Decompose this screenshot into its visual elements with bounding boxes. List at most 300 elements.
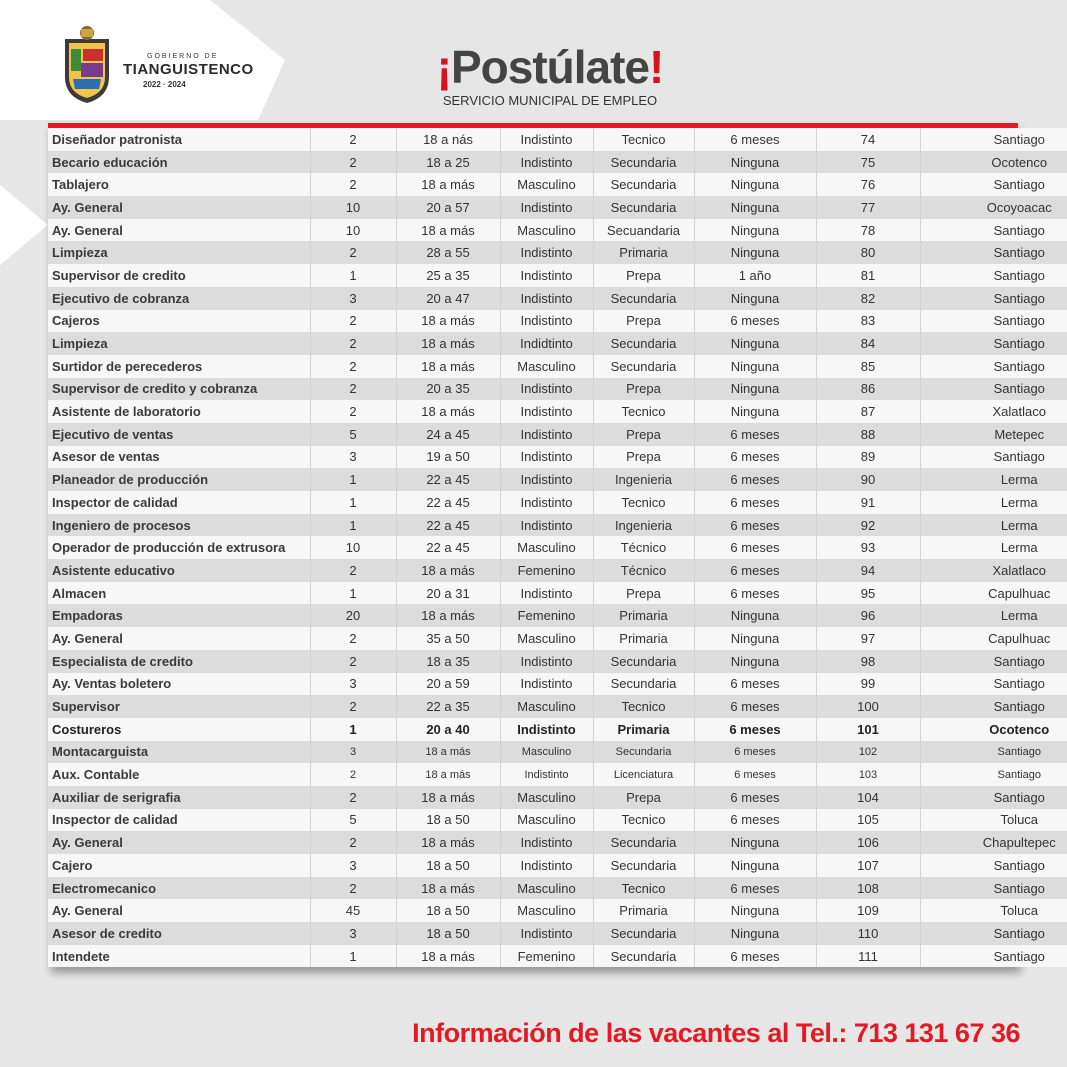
- vacancy-number-cell: 104: [816, 786, 920, 809]
- age-range-cell: 22 a 45: [396, 536, 500, 559]
- municipality-name: TIANGUISTENCO: [123, 61, 254, 78]
- experience-cell: 6 meses: [694, 582, 816, 605]
- gender-cell: Indistinto: [500, 718, 593, 741]
- job-title-cell: Auxiliar de serigrafia: [48, 786, 310, 809]
- experience-cell: Ninguna: [694, 287, 816, 310]
- age-range-cell: 22 a 35: [396, 695, 500, 718]
- vacancies-table-container: [48, 123, 1056, 967]
- age-range-cell: 20 a 47: [396, 287, 500, 310]
- table-row: [48, 604, 1067, 627]
- job-title-cell: Supervisor de credito: [48, 264, 310, 287]
- location-cell: Santiago: [920, 378, 1067, 401]
- age-range-cell: 20 a 40: [396, 718, 500, 741]
- gender-cell: Masculino: [500, 899, 593, 922]
- side-decoration: [0, 185, 48, 265]
- job-title-cell: Supervisor: [48, 695, 310, 718]
- location-cell: Lerma: [920, 491, 1067, 514]
- government-label: GOBIERNO DE: [147, 53, 219, 60]
- openings-cell: 2: [310, 173, 396, 196]
- vacancy-number-cell: 96: [816, 604, 920, 627]
- vacancy-number-cell: 110: [816, 922, 920, 945]
- location-cell: Lerma: [920, 514, 1067, 537]
- age-range-cell: 18 a más: [396, 877, 500, 900]
- job-title-cell: Ay. General: [48, 831, 310, 854]
- table-row: [48, 899, 1067, 922]
- gender-cell: Masculino: [500, 355, 593, 378]
- openings-cell: 2: [310, 355, 396, 378]
- openings-cell: 20: [310, 604, 396, 627]
- location-cell: Santiago: [920, 650, 1067, 673]
- openings-cell: 3: [310, 741, 396, 764]
- experience-cell: Ninguna: [694, 332, 816, 355]
- education-cell: Tecnico: [593, 400, 694, 423]
- location-cell: Santiago: [920, 741, 1067, 764]
- table-row: [48, 945, 1067, 968]
- education-cell: Prepa: [593, 786, 694, 809]
- openings-cell: 5: [310, 809, 396, 832]
- vacancy-number-cell: 102: [816, 741, 920, 764]
- age-range-cell: 25 a 35: [396, 264, 500, 287]
- gender-cell: Masculino: [500, 877, 593, 900]
- vacancy-number-cell: 81: [816, 264, 920, 287]
- gender-cell: Indistinto: [500, 446, 593, 469]
- age-range-cell: 18 a más: [396, 173, 500, 196]
- vacancy-number-cell: 89: [816, 446, 920, 469]
- education-cell: Técnico: [593, 559, 694, 582]
- gender-cell: Masculino: [500, 173, 593, 196]
- table-row: [48, 831, 1067, 854]
- job-title-cell: Ay. General: [48, 196, 310, 219]
- vacancy-number-cell: 93: [816, 536, 920, 559]
- education-cell: Primaria: [593, 241, 694, 264]
- location-cell: Santiago: [920, 287, 1067, 310]
- education-cell: Secundaria: [593, 287, 694, 310]
- experience-cell: 6 meses: [694, 741, 816, 764]
- experience-cell: Ninguna: [694, 151, 816, 174]
- job-title-cell: Planeador de producción: [48, 468, 310, 491]
- table-row: [48, 151, 1067, 174]
- education-cell: Secundaria: [593, 173, 694, 196]
- age-range-cell: 18 a 50: [396, 854, 500, 877]
- location-cell: Ocotenco: [920, 151, 1067, 174]
- openings-cell: 2: [310, 695, 396, 718]
- job-title-cell: Asistente educativo: [48, 559, 310, 582]
- experience-cell: Ninguna: [694, 355, 816, 378]
- openings-cell: 45: [310, 899, 396, 922]
- age-range-cell: 18 a más: [396, 945, 500, 968]
- table-row: [48, 514, 1067, 537]
- experience-cell: Ninguna: [694, 831, 816, 854]
- location-cell: Santiago: [920, 241, 1067, 264]
- age-range-cell: 18 a más: [396, 786, 500, 809]
- location-cell: Santiago: [920, 310, 1067, 333]
- education-cell: Primaria: [593, 627, 694, 650]
- age-range-cell: 18 a más: [396, 763, 500, 786]
- gender-cell: Masculino: [500, 536, 593, 559]
- job-title-cell: Inspector de calidad: [48, 809, 310, 832]
- experience-cell: 1 año: [694, 264, 816, 287]
- administration-years: 2022 · 2024: [143, 80, 186, 89]
- age-range-cell: 18 a 25: [396, 151, 500, 174]
- education-cell: Secundaria: [593, 151, 694, 174]
- table-row: [48, 922, 1067, 945]
- table-row: [48, 423, 1067, 446]
- job-title-cell: Surtidor de perecederos: [48, 355, 310, 378]
- experience-cell: 6 meses: [694, 673, 816, 696]
- location-cell: Capulhuac: [920, 582, 1067, 605]
- government-logo: [55, 25, 275, 110]
- education-cell: Secuandaria: [593, 219, 694, 242]
- gender-cell: Indistinto: [500, 831, 593, 854]
- vacancy-number-cell: 105: [816, 809, 920, 832]
- education-cell: Prepa: [593, 310, 694, 333]
- experience-cell: 6 meses: [694, 423, 816, 446]
- location-cell: Santiago: [920, 695, 1067, 718]
- education-cell: Secundaria: [593, 196, 694, 219]
- location-cell: Lerma: [920, 604, 1067, 627]
- vacancy-number-cell: 95: [816, 582, 920, 605]
- gender-cell: Indistinto: [500, 241, 593, 264]
- openings-cell: 1: [310, 945, 396, 968]
- education-cell: Secundaria: [593, 922, 694, 945]
- location-cell: Santiago: [920, 332, 1067, 355]
- age-range-cell: 18 a más: [396, 219, 500, 242]
- table-row: [48, 627, 1067, 650]
- education-cell: Prepa: [593, 423, 694, 446]
- gender-cell: Femenino: [500, 945, 593, 968]
- gender-cell: Masculino: [500, 627, 593, 650]
- location-cell: Santiago: [920, 786, 1067, 809]
- experience-cell: 6 meses: [694, 514, 816, 537]
- location-cell: Toluca: [920, 899, 1067, 922]
- table-row: [48, 559, 1067, 582]
- job-title-cell: Ejecutivo de cobranza: [48, 287, 310, 310]
- openings-cell: 2: [310, 559, 396, 582]
- vacancy-number-cell: 77: [816, 196, 920, 219]
- age-range-cell: 18 a más: [396, 831, 500, 854]
- job-title-cell: Ejecutivo de ventas: [48, 423, 310, 446]
- vacancy-number-cell: 84: [816, 332, 920, 355]
- table-row: [48, 786, 1067, 809]
- experience-cell: Ninguna: [694, 400, 816, 423]
- location-cell: Chapultepec: [920, 831, 1067, 854]
- age-range-cell: 20 a 31: [396, 582, 500, 605]
- openings-cell: 2: [310, 786, 396, 809]
- location-cell: Santiago: [920, 355, 1067, 378]
- age-range-cell: 18 a más: [396, 355, 500, 378]
- education-cell: Primaria: [593, 899, 694, 922]
- location-cell: Santiago: [920, 173, 1067, 196]
- job-title-cell: Becario educación: [48, 151, 310, 174]
- location-cell: Capulhuac: [920, 627, 1067, 650]
- age-range-cell: 24 a 45: [396, 423, 500, 446]
- experience-cell: Ninguna: [694, 899, 816, 922]
- gender-cell: Indistinto: [500, 468, 593, 491]
- gender-cell: Masculino: [500, 695, 593, 718]
- gender-cell: Indistinto: [500, 854, 593, 877]
- education-cell: Secundaria: [593, 854, 694, 877]
- experience-cell: 6 meses: [694, 809, 816, 832]
- vacancy-number-cell: 75: [816, 151, 920, 174]
- openings-cell: 2: [310, 627, 396, 650]
- location-cell: Xalatlaco: [920, 400, 1067, 423]
- gender-cell: Indistinto: [500, 128, 593, 151]
- page-subtitle: SERVICIO MUNICIPAL DE EMPLEO: [442, 93, 658, 108]
- table-row: [48, 468, 1067, 491]
- table-row: [48, 264, 1067, 287]
- table-row: [48, 241, 1067, 264]
- education-cell: Secundaria: [593, 355, 694, 378]
- page-title: ¡Postúlate!: [436, 41, 664, 93]
- job-title-cell: Montacarguista: [48, 741, 310, 764]
- table-row: [48, 310, 1067, 333]
- job-title-cell: Ay. General: [48, 627, 310, 650]
- job-title-cell: Operador de producción de extrusora: [48, 536, 310, 559]
- openings-cell: 1: [310, 491, 396, 514]
- table-row: [48, 763, 1067, 786]
- age-range-cell: 18 a 35: [396, 650, 500, 673]
- openings-cell: 1: [310, 718, 396, 741]
- table-row: [48, 446, 1067, 469]
- location-cell: Santiago: [920, 854, 1067, 877]
- experience-cell: 6 meses: [694, 695, 816, 718]
- footer-phone-info: Información de las vacantes al Tel.: 713 131 67 36: [412, 1018, 1020, 1048]
- experience-cell: 6 meses: [694, 877, 816, 900]
- table-row: [48, 741, 1067, 764]
- vacancy-number-cell: 83: [816, 310, 920, 333]
- location-cell: Metepec: [920, 423, 1067, 446]
- table-row: [48, 332, 1067, 355]
- experience-cell: 6 meses: [694, 718, 816, 741]
- education-cell: Ingenieria: [593, 514, 694, 537]
- age-range-cell: 35 a 50: [396, 627, 500, 650]
- openings-cell: 2: [310, 128, 396, 151]
- experience-cell: Ninguna: [694, 241, 816, 264]
- job-title-cell: Ingeniero de procesos: [48, 514, 310, 537]
- location-cell: Santiago: [920, 922, 1067, 945]
- job-title-cell: Diseñador patronista: [48, 128, 310, 151]
- vacancy-number-cell: 85: [816, 355, 920, 378]
- openings-cell: 1: [310, 514, 396, 537]
- education-cell: Prepa: [593, 582, 694, 605]
- location-cell: Lerma: [920, 536, 1067, 559]
- table-row: [48, 877, 1067, 900]
- table-row: [48, 173, 1067, 196]
- location-cell: Santiago: [920, 763, 1067, 786]
- age-range-cell: 22 a 45: [396, 514, 500, 537]
- job-title-cell: Almacen: [48, 582, 310, 605]
- location-cell: Santiago: [920, 945, 1067, 968]
- experience-cell: 6 meses: [694, 945, 816, 968]
- openings-cell: 2: [310, 831, 396, 854]
- job-title-cell: Cajeros: [48, 310, 310, 333]
- vacancy-number-cell: 92: [816, 514, 920, 537]
- education-cell: Ingenieria: [593, 468, 694, 491]
- table-row: [48, 673, 1067, 696]
- education-cell: Secundaria: [593, 741, 694, 764]
- openings-cell: 1: [310, 468, 396, 491]
- gender-cell: Indidtinto: [500, 332, 593, 355]
- gender-cell: Indistinto: [500, 650, 593, 673]
- openings-cell: 2: [310, 151, 396, 174]
- table-row: [48, 809, 1067, 832]
- vacancy-number-cell: 99: [816, 673, 920, 696]
- vacancy-number-cell: 90: [816, 468, 920, 491]
- location-cell: Santiago: [920, 877, 1067, 900]
- job-title-cell: Ay. General: [48, 219, 310, 242]
- experience-cell: 6 meses: [694, 310, 816, 333]
- experience-cell: 6 meses: [694, 128, 816, 151]
- openings-cell: 10: [310, 196, 396, 219]
- gender-cell: Indistinto: [500, 763, 593, 786]
- job-title-cell: Ay. Ventas boletero: [48, 673, 310, 696]
- openings-cell: 2: [310, 378, 396, 401]
- vacancy-number-cell: 78: [816, 219, 920, 242]
- location-cell: Lerma: [920, 468, 1067, 491]
- education-cell: Secundaria: [593, 831, 694, 854]
- age-range-cell: 18 a más: [396, 310, 500, 333]
- experience-cell: 6 meses: [694, 468, 816, 491]
- table-row: [48, 219, 1067, 242]
- table-row: [48, 287, 1067, 310]
- vacancy-number-cell: 91: [816, 491, 920, 514]
- education-cell: Técnico: [593, 536, 694, 559]
- openings-cell: 10: [310, 536, 396, 559]
- openings-cell: 2: [310, 650, 396, 673]
- gender-cell: Indistinto: [500, 310, 593, 333]
- openings-cell: 3: [310, 854, 396, 877]
- table-row: [48, 854, 1067, 877]
- education-cell: Primaria: [593, 604, 694, 627]
- gender-cell: Indistinto: [500, 514, 593, 537]
- location-cell: Santiago: [920, 264, 1067, 287]
- vacancy-number-cell: 107: [816, 854, 920, 877]
- openings-cell: 2: [310, 763, 396, 786]
- education-cell: Tecnico: [593, 809, 694, 832]
- job-title-cell: Inspector de calidad: [48, 491, 310, 514]
- openings-cell: 3: [310, 446, 396, 469]
- age-range-cell: 18 a 50: [396, 922, 500, 945]
- table-row: [48, 128, 1067, 151]
- vacancy-number-cell: 109: [816, 899, 920, 922]
- vacancy-number-cell: 103: [816, 763, 920, 786]
- experience-cell: Ninguna: [694, 196, 816, 219]
- experience-cell: Ninguna: [694, 604, 816, 627]
- table-row: [48, 355, 1067, 378]
- age-range-cell: 19 a 50: [396, 446, 500, 469]
- openings-cell: 10: [310, 219, 396, 242]
- age-range-cell: 28 a 55: [396, 241, 500, 264]
- age-range-cell: 20 a 35: [396, 378, 500, 401]
- gender-cell: Indistinto: [500, 491, 593, 514]
- job-title-cell: Aux. Contable: [48, 763, 310, 786]
- job-title-cell: Tablajero: [48, 173, 310, 196]
- vacancy-number-cell: 88: [816, 423, 920, 446]
- experience-cell: 6 meses: [694, 786, 816, 809]
- vacancy-number-cell: 111: [816, 945, 920, 968]
- experience-cell: 6 meses: [694, 559, 816, 582]
- age-range-cell: 18 a más: [396, 604, 500, 627]
- job-title-cell: Costureros: [48, 718, 310, 741]
- experience-cell: 6 meses: [694, 491, 816, 514]
- table-row: [48, 378, 1067, 401]
- vacancies-table: [48, 128, 1067, 967]
- vacancy-number-cell: 98: [816, 650, 920, 673]
- openings-cell: 2: [310, 241, 396, 264]
- vacancy-number-cell: 101: [816, 718, 920, 741]
- vacancy-number-cell: 94: [816, 559, 920, 582]
- age-range-cell: 22 a 45: [396, 491, 500, 514]
- vacancy-number-cell: 106: [816, 831, 920, 854]
- location-cell: Santiago: [920, 673, 1067, 696]
- job-title-cell: Intendete: [48, 945, 310, 968]
- location-cell: Ocotenco: [920, 718, 1067, 741]
- gender-cell: Femenino: [500, 559, 593, 582]
- job-title-cell: Asesor de credito: [48, 922, 310, 945]
- age-range-cell: 22 a 45: [396, 468, 500, 491]
- vacancy-number-cell: 76: [816, 173, 920, 196]
- gender-cell: Indistinto: [500, 151, 593, 174]
- job-title-cell: Ay. General: [48, 899, 310, 922]
- job-title-cell: Empadoras: [48, 604, 310, 627]
- openings-cell: 2: [310, 400, 396, 423]
- table-row: [48, 491, 1067, 514]
- job-title-cell: Limpieza: [48, 241, 310, 264]
- gender-cell: Indistinto: [500, 196, 593, 219]
- vacancy-number-cell: 82: [816, 287, 920, 310]
- job-title-cell: Asistente de laboratorio: [48, 400, 310, 423]
- table-row: [48, 695, 1067, 718]
- age-range-cell: 18 a más: [396, 332, 500, 355]
- education-cell: Prepa: [593, 446, 694, 469]
- location-cell: Xalatlaco: [920, 559, 1067, 582]
- municipal-crest-icon: [59, 25, 115, 105]
- table-row: [48, 650, 1067, 673]
- openings-cell: 1: [310, 264, 396, 287]
- vacancy-number-cell: 100: [816, 695, 920, 718]
- job-title-cell: Electromecanico: [48, 877, 310, 900]
- location-cell: Santiago: [920, 128, 1067, 151]
- experience-cell: Ninguna: [694, 378, 816, 401]
- experience-cell: 6 meses: [694, 536, 816, 559]
- location-cell: Santiago: [920, 446, 1067, 469]
- gender-cell: Indistinto: [500, 582, 593, 605]
- gender-cell: Indistinto: [500, 400, 593, 423]
- age-range-cell: 18 a más: [396, 559, 500, 582]
- openings-cell: 2: [310, 877, 396, 900]
- gender-cell: Indistinto: [500, 922, 593, 945]
- openings-cell: 3: [310, 922, 396, 945]
- openings-cell: 1: [310, 582, 396, 605]
- table-row: [48, 196, 1067, 219]
- education-cell: Secundaria: [593, 945, 694, 968]
- location-cell: Santiago: [920, 219, 1067, 242]
- location-cell: Toluca: [920, 809, 1067, 832]
- experience-cell: Ninguna: [694, 219, 816, 242]
- experience-cell: Ninguna: [694, 650, 816, 673]
- job-title-cell: Supervisor de credito y cobranza: [48, 378, 310, 401]
- openings-cell: 2: [310, 310, 396, 333]
- experience-cell: Ninguna: [694, 627, 816, 650]
- job-title-cell: Especialista de credito: [48, 650, 310, 673]
- age-range-cell: 18 a nás: [396, 128, 500, 151]
- job-title-cell: Limpieza: [48, 332, 310, 355]
- table-row: [48, 718, 1067, 741]
- education-cell: Prepa: [593, 264, 694, 287]
- table-row: [48, 400, 1067, 423]
- experience-cell: 6 meses: [694, 446, 816, 469]
- openings-cell: 3: [310, 287, 396, 310]
